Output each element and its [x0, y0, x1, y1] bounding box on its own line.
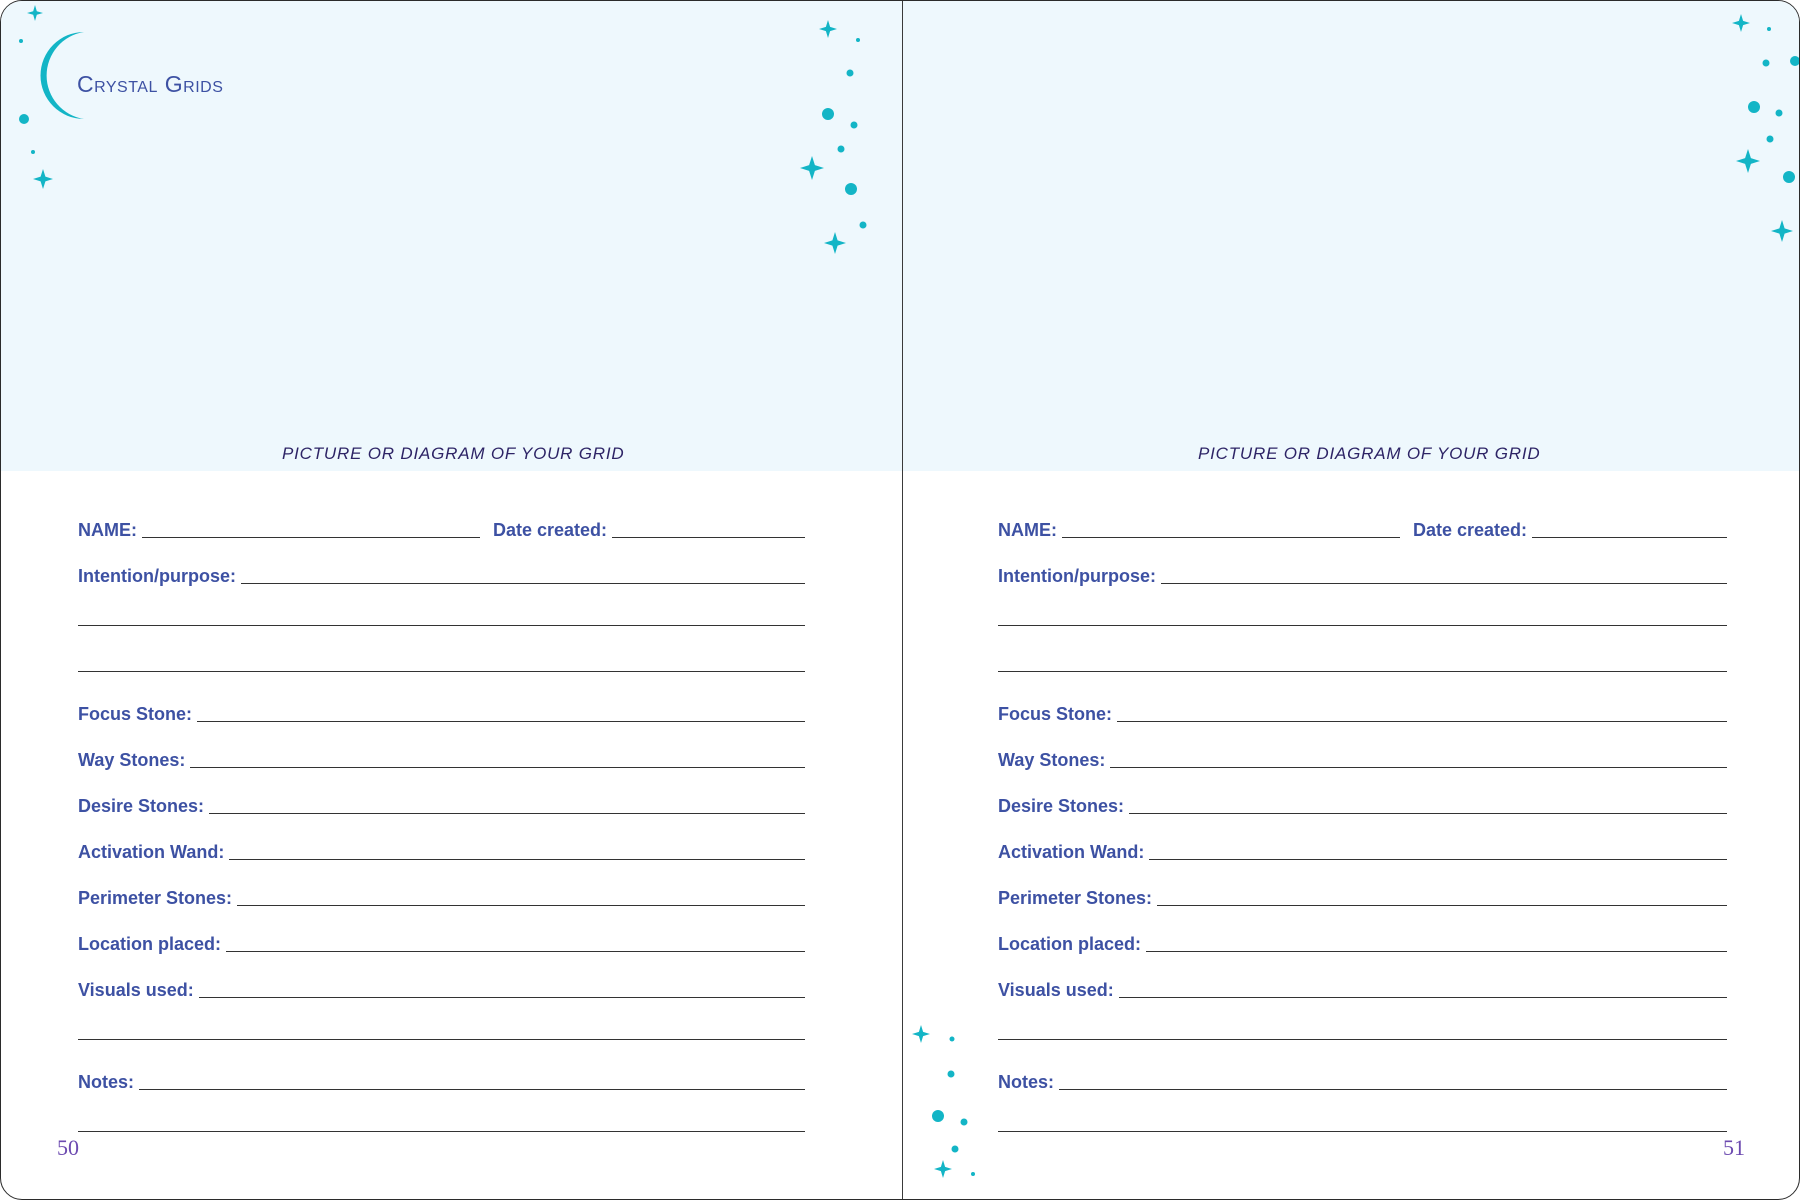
name-field[interactable]	[78, 516, 480, 540]
sparkle-star-icon	[819, 20, 837, 38]
notes-field[interactable]	[998, 1068, 1727, 1092]
location-placed-field[interactable]	[998, 930, 1727, 954]
visuals-used-line	[199, 996, 805, 998]
visuals-used-field[interactable]	[998, 976, 1727, 1000]
writing-line[interactable]	[998, 671, 1727, 672]
dot-icon	[860, 222, 867, 229]
dot-icon	[1783, 171, 1795, 183]
desire-stones-field[interactable]	[998, 792, 1727, 816]
diagram-caption: PICTURE OR DIAGRAM OF YOUR GRID	[1198, 444, 1541, 463]
activation-wand-label: Activation Wand:	[998, 842, 1145, 862]
intention-label: Intention/purpose:	[998, 566, 1156, 586]
notes-field[interactable]	[78, 1068, 805, 1092]
location-placed-label: Location placed:	[78, 934, 222, 954]
activation-wand-label: Activation Wand:	[78, 842, 225, 862]
name-line	[1062, 536, 1400, 538]
diagram-caption: PICTURE OR DIAGRAM OF YOUR GRID	[282, 444, 625, 463]
notes-label: Notes:	[78, 1072, 135, 1092]
date-created-label: Date created:	[493, 520, 608, 540]
name-line	[142, 536, 480, 538]
focus-stone-label: Focus Stone:	[998, 704, 1113, 724]
date-created-field[interactable]	[1413, 516, 1727, 540]
location-placed-line	[226, 950, 805, 952]
decorations-right	[903, 1, 1799, 1199]
activation-wand-field[interactable]	[78, 838, 805, 862]
dot-icon	[822, 108, 834, 120]
way-stones-field[interactable]	[998, 746, 1727, 770]
date-created-line	[612, 536, 805, 538]
dot-icon	[19, 114, 29, 124]
dot-icon	[31, 150, 35, 154]
focus-stone-line	[197, 720, 805, 722]
dot-icon	[1767, 27, 1771, 31]
perimeter-stones-label: Perimeter Stones:	[998, 888, 1153, 908]
perimeter-stones-line	[1157, 904, 1727, 906]
dot-icon	[851, 122, 858, 129]
dot-icon	[19, 39, 23, 43]
writing-line[interactable]	[78, 671, 805, 672]
writing-line[interactable]	[998, 625, 1727, 626]
focus-stone-label: Focus Stone:	[78, 704, 193, 724]
sparkle-star-icon	[800, 156, 824, 180]
name-label: NAME:	[998, 520, 1057, 540]
dot-icon	[948, 1071, 955, 1078]
dot-icon	[847, 70, 854, 77]
sparkle-star-icon	[33, 169, 53, 189]
dot-icon	[1790, 56, 1799, 66]
page-number: 51	[1723, 1135, 1745, 1160]
date-created-field[interactable]	[493, 516, 805, 540]
dot-icon	[1767, 136, 1774, 143]
sparkle-star-icon	[1736, 149, 1760, 173]
page-number: 50	[57, 1135, 79, 1160]
notes-line	[1059, 1088, 1727, 1090]
dot-icon	[952, 1146, 959, 1153]
focus-stone-line	[1117, 720, 1727, 722]
notes-label: Notes:	[998, 1072, 1055, 1092]
sparkle-star-icon	[1732, 14, 1750, 32]
focus-stone-field[interactable]	[78, 700, 805, 724]
visuals-used-field[interactable]	[78, 976, 805, 1000]
way-stones-label: Way Stones:	[998, 750, 1106, 770]
activation-wand-field[interactable]	[998, 838, 1727, 862]
focus-stone-field[interactable]	[998, 700, 1727, 724]
dot-icon	[1763, 60, 1770, 67]
writing-line[interactable]	[998, 1039, 1727, 1040]
visuals-used-line	[1119, 996, 1727, 998]
intention-field[interactable]	[78, 562, 805, 586]
intention-line	[241, 582, 805, 584]
location-placed-line	[1146, 950, 1727, 952]
visuals-used-label: Visuals used:	[998, 980, 1114, 1000]
intention-label: Intention/purpose:	[78, 566, 236, 586]
location-placed-label: Location placed:	[998, 934, 1142, 954]
notes-line	[139, 1088, 805, 1090]
desire-stones-line	[209, 812, 805, 814]
dot-icon	[845, 183, 857, 195]
section-title: Crystal Grids	[77, 71, 224, 97]
activation-wand-line	[229, 858, 805, 860]
perimeter-stones-line	[237, 904, 805, 906]
perimeter-stones-field[interactable]	[998, 884, 1727, 908]
date-created-label: Date created:	[1413, 520, 1528, 540]
way-stones-line	[190, 766, 805, 768]
perimeter-stones-field[interactable]	[78, 884, 805, 908]
writing-line[interactable]	[78, 1131, 805, 1132]
date-created-line	[1532, 536, 1727, 538]
desire-stones-label: Desire Stones:	[78, 796, 205, 816]
left-page	[1, 1, 902, 1199]
way-stones-label: Way Stones:	[78, 750, 186, 770]
way-stones-line	[1110, 766, 1727, 768]
writing-line[interactable]	[78, 1039, 805, 1040]
perimeter-stones-label: Perimeter Stones:	[78, 888, 233, 908]
dot-icon	[1748, 101, 1760, 113]
desire-stones-label: Desire Stones:	[998, 796, 1125, 816]
right-page	[903, 1, 1799, 1199]
sparkle-star-icon	[934, 1160, 952, 1178]
dot-icon	[950, 1037, 955, 1042]
sparkle-star-icon	[824, 232, 846, 254]
dot-icon	[838, 146, 845, 153]
desire-stones-field[interactable]	[78, 792, 805, 816]
location-placed-field[interactable]	[78, 930, 805, 954]
writing-line[interactable]	[998, 1131, 1727, 1132]
way-stones-field[interactable]	[78, 746, 805, 770]
dot-icon	[856, 38, 860, 42]
dot-icon	[971, 1172, 975, 1176]
name-label: NAME:	[78, 520, 137, 540]
visuals-used-label: Visuals used:	[78, 980, 194, 1000]
writing-line[interactable]	[78, 625, 805, 626]
activation-wand-line	[1149, 858, 1727, 860]
intention-field[interactable]	[998, 562, 1727, 586]
desire-stones-line	[1129, 812, 1727, 814]
dot-icon	[961, 1119, 968, 1126]
dot-icon	[1776, 110, 1783, 117]
intention-line	[1161, 582, 1727, 584]
dot-icon	[932, 1110, 944, 1122]
sparkle-star-icon	[27, 5, 43, 21]
name-field[interactable]	[998, 516, 1400, 540]
sparkle-star-icon	[1771, 220, 1793, 242]
sparkle-star-icon	[912, 1025, 930, 1043]
